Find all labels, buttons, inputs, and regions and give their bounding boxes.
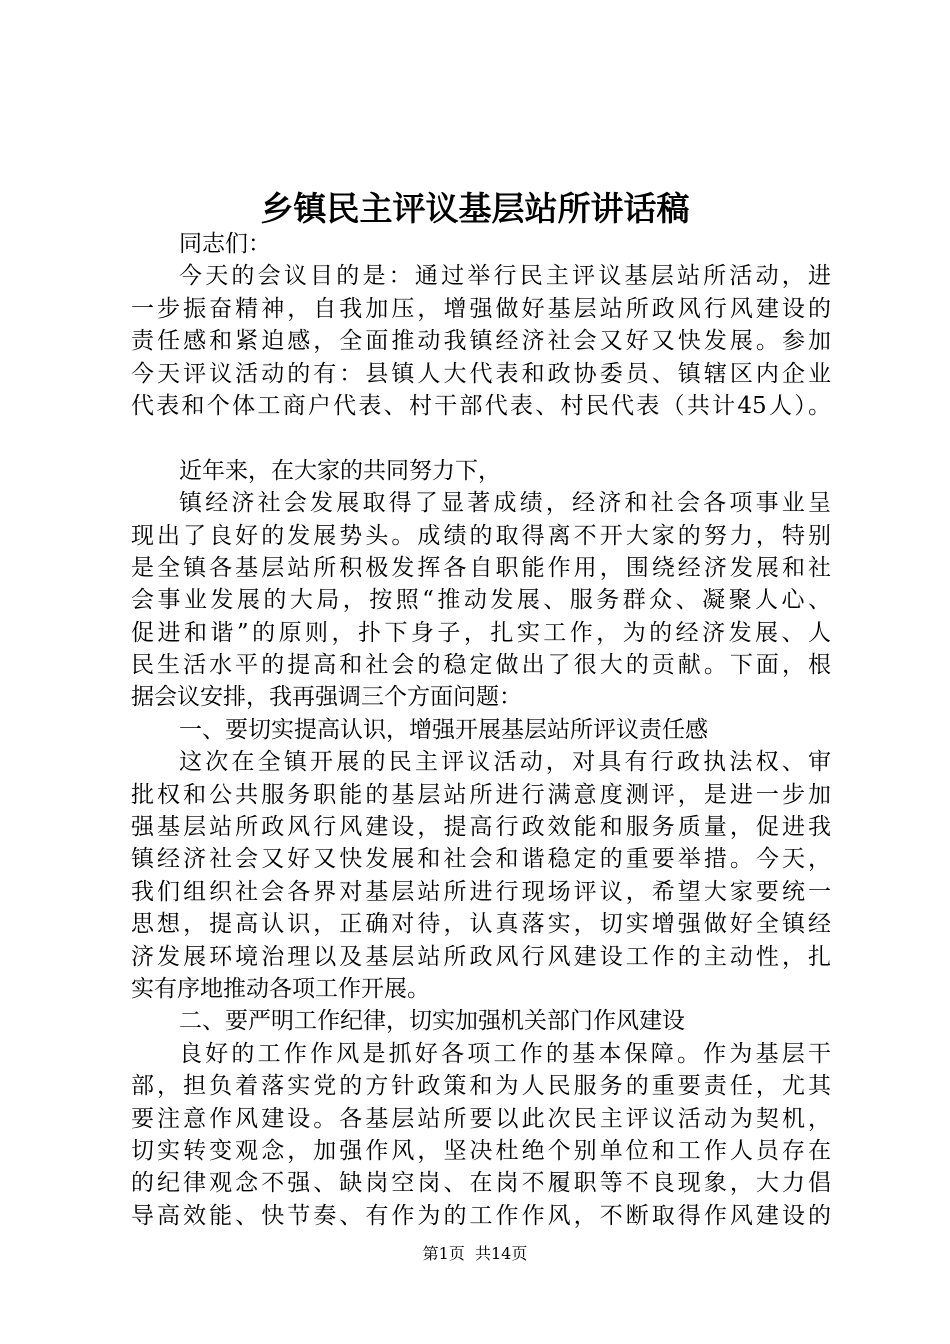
body-line: 这次在全镇开展的民主评议活动，对具有行政执法权、审 xyxy=(179,749,831,776)
body-line: 强基层站所政风行风建设，提高行政效能和服务质量，促进我 xyxy=(131,814,831,841)
body-line: 现出了良好的发展势头。成绩的取得离不开大家的努力，特别 xyxy=(131,522,831,549)
body-line: 今天的会议目的是：通过举行民主评议基层站所活动，进 xyxy=(179,263,831,290)
body-line: 要注意作风建设。各基层站所要以此次民主评议活动为契机， xyxy=(131,1105,831,1132)
body-line: 批权和公共服务职能的基层站所进行满意度测评，是进一步加 xyxy=(131,781,831,808)
body-line: 据会议安排，我再强调三个方面问题： xyxy=(131,684,522,711)
body-line: 近年来，在大家的共同努力下， xyxy=(179,457,501,484)
paragraph-gap xyxy=(131,422,831,454)
body-line: 促进和谐”的原则，扑下身子，扎实工作，为的经济发展、人 xyxy=(131,619,831,646)
document-title: 乡镇民主评议基层站所讲话稿 xyxy=(260,189,690,228)
body-line: 思想，提高认识，正确对待，认真落实，切实增强做好全镇经 xyxy=(131,911,831,938)
body-line: 一步振奋精神，自我加压，增强做好基层站所政风行风建设的 xyxy=(131,295,831,322)
body-line: 导高效能、快节奏、有作为的工作作风，不断取得作风建设的 xyxy=(131,1202,831,1229)
body-line: 代表和个体工商户代表、村干部代表、村民代表（共计45人）。 xyxy=(131,392,831,419)
body-line: 我们组织社会各界对基层站所进行现场评议，希望大家要统一 xyxy=(131,878,831,905)
body-line: 镇经济社会又好又快发展和社会和谐稳定的重要举措。今天， xyxy=(131,846,831,873)
body-line: 今天评议活动的有：县镇人大代表和政协委员、镇辖区内企业 xyxy=(131,360,831,387)
body-line: 责任感和紧迫感，全面推动我镇经济社会又好又快发展。参加 xyxy=(131,328,831,355)
body-line: 济发展环境治理以及基层站所政风行风建设工作的主动性，扎 xyxy=(131,943,831,970)
body-line: 的纪律观念不强、缺岗空岗、在岗不履职等不良现象，大力倡 xyxy=(131,1170,831,1197)
salutation: 同志们： xyxy=(179,231,271,257)
body-line: 是全镇各基层站所积极发挥各自职能作用，围绕经济发展和社 xyxy=(131,554,831,581)
section-heading-1: 一、要切实提高认识，增强开展基层站所评议责任感 xyxy=(179,716,708,743)
section-heading-2: 二、要严明工作纪律，切实加强机关部门作风建设 xyxy=(179,1008,685,1035)
body-line: 镇经济社会发展取得了显著成绩，经济和社会各项事业呈 xyxy=(179,490,831,517)
document-body xyxy=(131,228,831,1232)
page-number-footer: 第1页 共14页 xyxy=(422,1244,528,1263)
body-line: 会事业发展的大局，按照“推动发展、服务群众、凝聚人心、 xyxy=(131,587,831,614)
body-line: 部，担负着落实党的方针政策和为人民服务的重要责任，尤其 xyxy=(131,1073,831,1100)
body-line: 民生活水平的提高和社会的稳定做出了很大的贡献。下面，根 xyxy=(131,652,831,679)
body-line: 良好的工作作风是抓好各项工作的基本保障。作为基层干 xyxy=(179,1040,831,1067)
body-line: 实有序地推动各项工作开展。 xyxy=(131,975,430,1002)
body-line: 切实转变观念，加强作风，坚决杜绝个别单位和工作人员存在 xyxy=(131,1137,831,1164)
